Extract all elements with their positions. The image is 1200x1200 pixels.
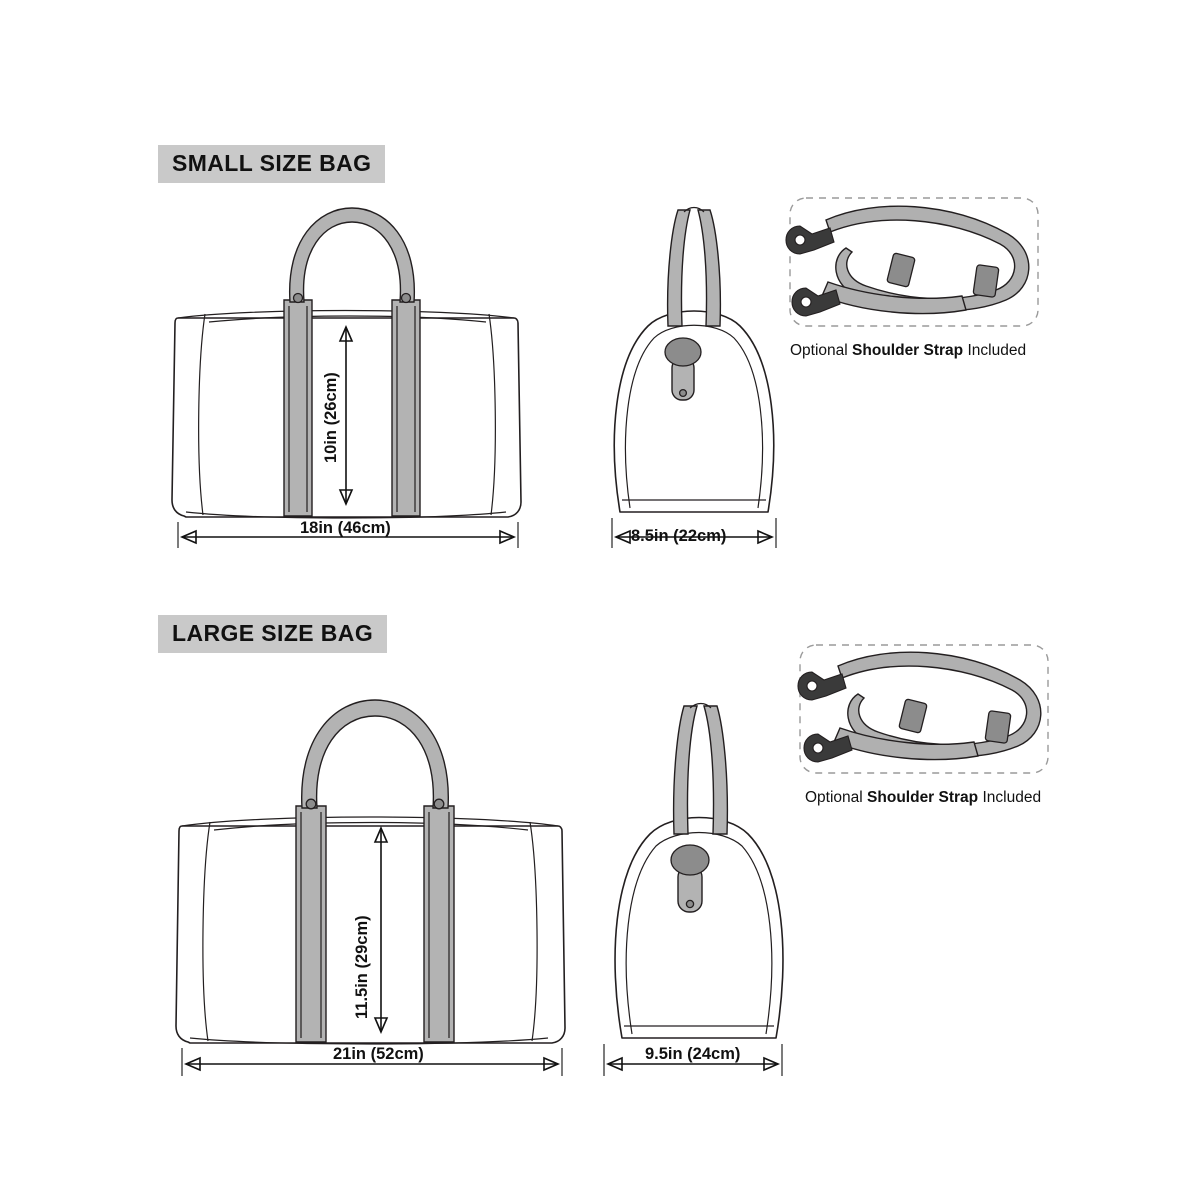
small-strap-note-suffix: Included — [963, 342, 1027, 359]
large-width-label: 21in (52cm) — [333, 1045, 424, 1063]
handle-rivet — [294, 294, 303, 303]
small-strap-note-bold: Shoulder Strap — [852, 342, 964, 359]
large-strap-note-prefix: Optional — [805, 789, 868, 806]
small-front-view — [172, 208, 521, 548]
large-strap-note-suffix: Included — [978, 789, 1042, 806]
handle-rivet — [402, 294, 411, 303]
handle-rivet — [306, 799, 316, 809]
small-strap-note — [790, 342, 1026, 360]
large-front-view — [176, 700, 565, 1076]
small-shoulder-strap-view — [786, 198, 1038, 326]
large-side-view — [604, 704, 783, 1077]
large-depth-label: 9.5in (24cm) — [645, 1045, 741, 1063]
large-shoulder-strap-view — [798, 645, 1048, 773]
handle-rivet — [434, 799, 444, 809]
small-height-label: 10in (26cm) — [322, 372, 340, 463]
large-strap-note-bold: Shoulder Strap — [867, 789, 979, 806]
large-size-title: LARGE SIZE BAG — [158, 615, 387, 653]
small-strap-note-prefix: Optional — [790, 342, 853, 359]
small-side-view — [612, 208, 776, 549]
large-strap-note — [805, 789, 1041, 807]
large-height-label: 11.5in (29cm) — [353, 915, 371, 1019]
small-width-label: 18in (46cm) — [300, 519, 391, 537]
small-size-title: SMALL SIZE BAG — [158, 145, 385, 183]
small-depth-label: 8.5in (22cm) — [631, 527, 727, 545]
